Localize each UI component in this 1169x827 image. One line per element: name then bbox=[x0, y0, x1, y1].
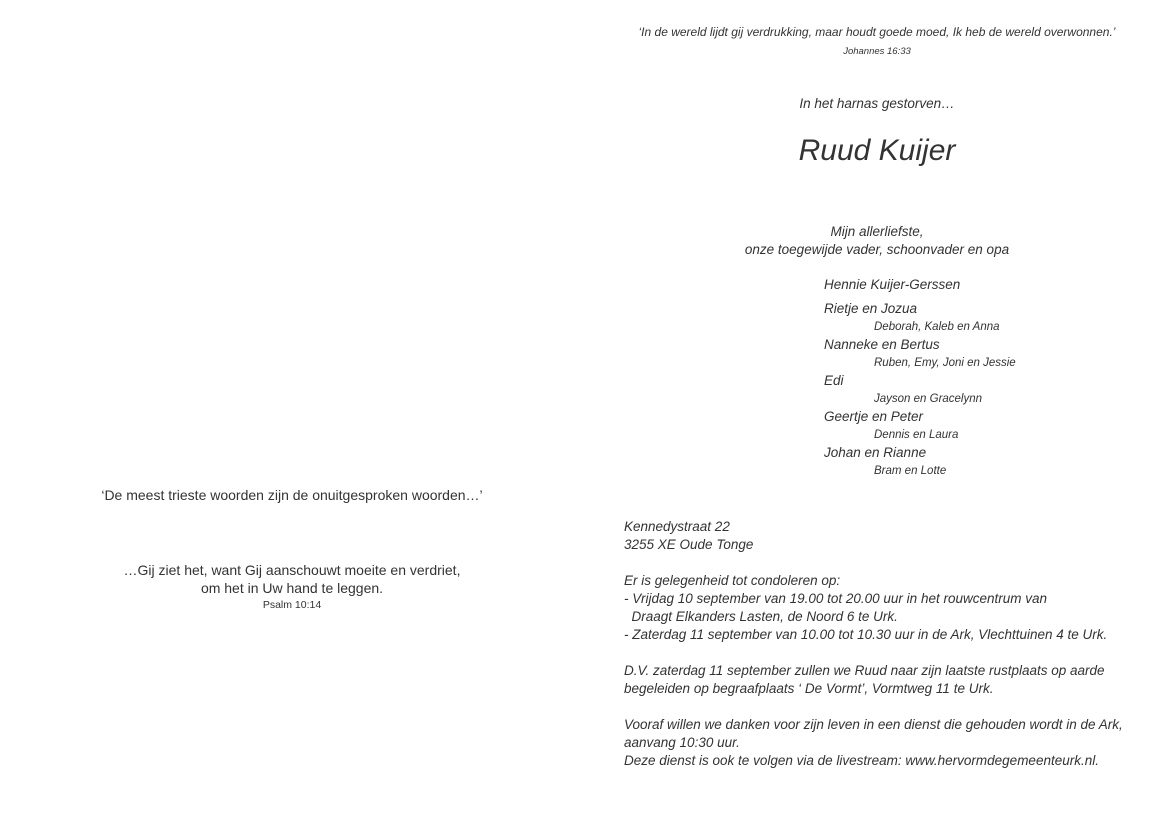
dedication-line: Mijn allerliefste, bbox=[830, 224, 924, 239]
left-quote: ‘De meest trieste woorden zijn de onuitgesproken woorden…’ bbox=[101, 487, 483, 503]
spacer bbox=[624, 644, 1164, 662]
family-grandchildren: Jayson en Gracelynn bbox=[874, 393, 983, 405]
family-grandchildren: Dennis en Laura bbox=[874, 429, 959, 441]
family-children: Nanneke en Bertus bbox=[824, 337, 940, 352]
dedication bbox=[585, 223, 1169, 259]
psalm-verse bbox=[0, 561, 584, 597]
practical-info bbox=[624, 518, 1164, 770]
deceased-name: Ruud Kuijer bbox=[798, 134, 956, 167]
psalm-reference: Psalm 10:14 bbox=[262, 599, 322, 611]
family-children: Johan en Rianne bbox=[824, 445, 927, 460]
condolence-intro: Er is gelegenheid tot condoleren op: bbox=[624, 573, 841, 588]
burial-line: D.V. zaterdag 11 september zullen we Ruud naar zijn laatste rustplaats op aarde bbox=[624, 663, 1105, 678]
right-page bbox=[585, 0, 1169, 827]
condolence-item: - Zaterdag 11 september van 10.00 tot 10.30 uur in de Ark, Vlechttuinen 4 te Urk. bbox=[624, 627, 1108, 642]
family-list bbox=[824, 276, 1164, 480]
scripture-quote: ‘In de wereld lijdt gij verdrukking, maar houdt goede moed, Ik heb de wereld overwonnen.’ bbox=[638, 25, 1116, 39]
service-line: Deze dienst is ook te volgen via de livestream: www.hervormdegemeenteurk.nl. bbox=[624, 753, 1099, 768]
family-children: Rietje en Jozua bbox=[824, 301, 918, 316]
spouse-name: Hennie Kuijer-Gerssen bbox=[824, 277, 961, 292]
family-children: Geertje en Peter bbox=[824, 409, 924, 424]
family-grandchildren: Deborah, Kaleb en Anna bbox=[874, 321, 1000, 333]
dedication-line: onze toegewijde vader, schoonvader en opa bbox=[744, 242, 1010, 257]
intro-text: In het harnas gestorven… bbox=[799, 96, 955, 111]
condolence-item: - Vrijdag 10 september van 19.00 tot 20.00 uur in het rouwcentrum van bbox=[624, 591, 1048, 606]
address-line: 3255 XE Oude Tonge bbox=[624, 537, 754, 552]
family-children: Edi bbox=[824, 373, 844, 388]
psalm-verse-line: …Gij ziet het, want Gij aanschouwt moeite en verdriet, bbox=[123, 562, 461, 578]
family-grandchildren: Bram en Lotte bbox=[874, 465, 947, 477]
psalm-verse-line: om het in Uw hand te leggen. bbox=[200, 580, 384, 596]
condolence-item: Draagt Elkanders Lasten, de Noord 6 te Urk. bbox=[624, 609, 898, 624]
spacer bbox=[624, 554, 1164, 572]
burial-line: begeleiden op begraafplaats ‘ De Vormt’, Vormtweg 11 te Urk. bbox=[624, 681, 994, 696]
spacer bbox=[624, 698, 1164, 716]
address-line: Kennedystraat 22 bbox=[624, 519, 730, 534]
family-grandchildren: Ruben, Emy, Joni en Jessie bbox=[874, 357, 1016, 369]
scripture-reference: Johannes 16:33 bbox=[843, 46, 911, 57]
service-line: aanvang 10:30 uur. bbox=[624, 735, 740, 750]
service-line: Vooraf willen we danken voor zijn leven in een dienst die gehouden wordt in de Ark, bbox=[624, 717, 1123, 732]
left-page bbox=[0, 0, 584, 827]
